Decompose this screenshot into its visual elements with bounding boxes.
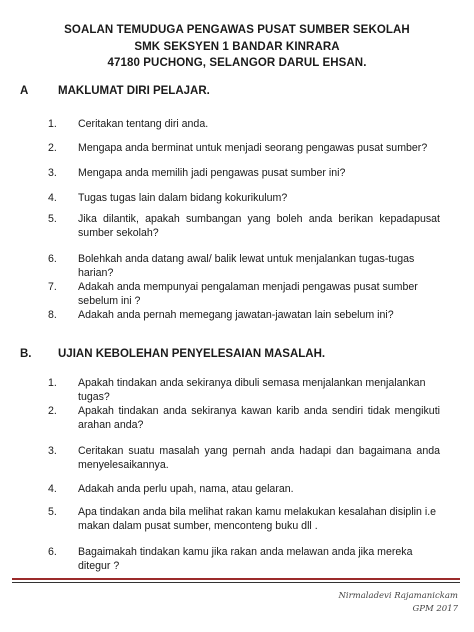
header-school-name: SMK SEKSYEN 1 BANDAR KINRARA (134, 40, 340, 53)
question-text: Adakah anda mempunyai pengalaman menjadi pengawas pusat sumber sebelum ini ? (78, 281, 418, 307)
question-number: 7. (48, 281, 57, 293)
question-number: 3. (48, 445, 57, 457)
header-school-address: 47180 PUCHONG, SELANGOR DARUL EHSAN. (107, 57, 367, 69)
question-text: Adakah anda pernah memegang jawatan-jawatan lain sebelum ini? (78, 309, 394, 321)
footer-signature-name: Nirmaladevi Rajamanickam (338, 591, 458, 601)
question-number: 1. (48, 118, 57, 130)
question-number: 5. (48, 213, 57, 225)
question-text: Bagaimakah tindakan kamu jika rakan anda melawan anda jika mereka ditegur ? (78, 546, 413, 572)
question-number: 3. (48, 167, 57, 179)
question-number: 2. (48, 142, 57, 154)
question-number: 8. (48, 309, 57, 321)
section-b-letter: B. (20, 348, 32, 360)
question-text: Adakah anda perlu upah, nama, atau gelaran. (78, 483, 294, 495)
question-number: 1. (48, 377, 57, 389)
question-text: Apa tindakan anda bila melihat rakan kamu melakukan kesalahan disiplin i.e makan dalam pusat sumber, menconteng buku dll . (78, 506, 437, 532)
question-number: 2. (48, 405, 57, 417)
section-b-title: UJIAN KEBOLEHAN PENYELESAIAN MASALAH. (58, 348, 326, 360)
question-number: 5. (48, 506, 57, 518)
question-number: 6. (48, 253, 57, 265)
footer-rule (12, 578, 460, 580)
question-number: 6. (48, 546, 57, 558)
footer-signature-year: GPM 2017 (412, 604, 458, 614)
question-text: Bolehkah anda datang awal/ balik lewat untuk menjalankan tugas-tugas harian? (78, 253, 415, 279)
question-text: Jika dilantik, apakah sumbangan yang boleh anda berikan kepadapusat sumber sekolah? (78, 213, 440, 239)
document-header (0, 22, 474, 72)
question-text: Mengapa anda berminat untuk menjadi seorang pengawas pusat sumber? (78, 142, 428, 154)
question-text: Tugas tugas lain dalam bidang kokurikulum? (78, 192, 288, 204)
footer-rule-thin (12, 582, 460, 583)
question-text: Ceritakan suatu masalah yang pernah anda hadapi dan bagaimana anda menyelesaikannya. (78, 445, 440, 471)
question-text: Ceritakan tentang diri anda. (78, 118, 209, 130)
header-school-title: SOALAN TEMUDUGA PENGAWAS PUSAT SUMBER SEKOLAH (64, 24, 410, 36)
section-a-title: MAKLUMAT DIRI PELAJAR. (58, 85, 210, 97)
question-text: Apakah tindakan anda sekiranya kawan karib anda sendiri tidak mengikuti arahan anda? (78, 405, 440, 431)
question-text: Apakah tindakan anda sekiranya dibuli semasa menjalankan menjalankan tugas? (78, 377, 426, 403)
question-text: Mengapa anda memilih jadi pengawas pusat sumber ini? (78, 167, 346, 179)
section-a-letter: A (20, 85, 29, 97)
question-number: 4. (48, 483, 57, 495)
question-number: 4. (48, 192, 57, 204)
